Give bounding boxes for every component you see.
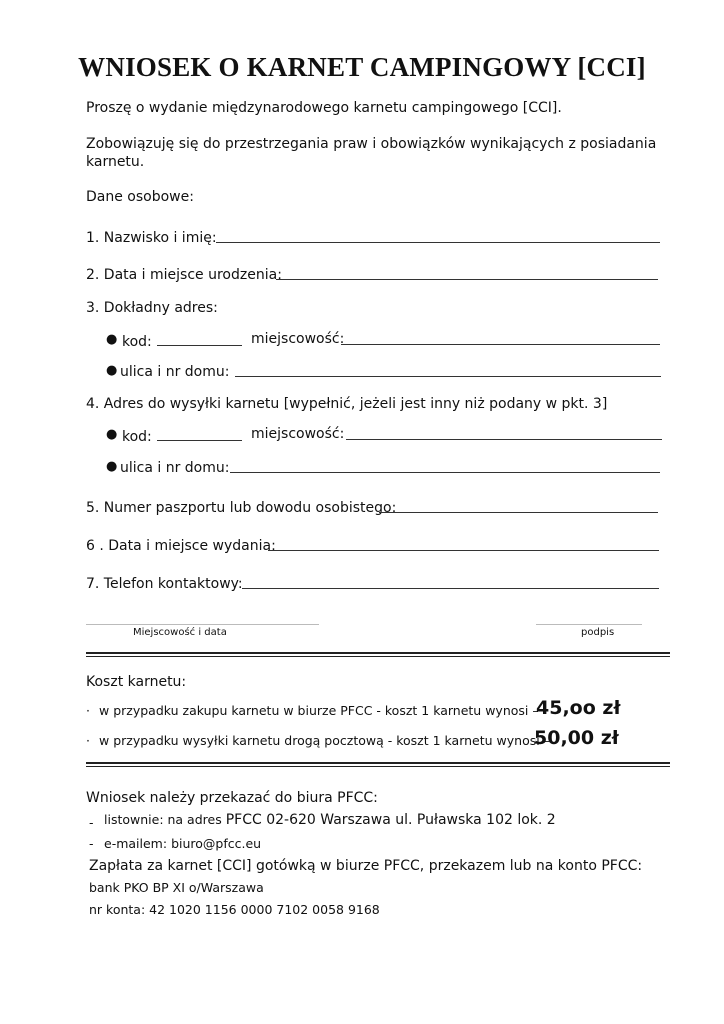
payment-text: Zapłata za karnet [CCI] gotówką w biurze PFCC, przekazem lub na konto PFCC: [89,858,643,874]
passport-input-line[interactable] [379,512,658,513]
phone-label: 7. Telefon kontaktowy: [86,576,243,592]
office-price: 45,oo zł [536,697,621,719]
address-label: 3. Dokładny adres: [86,300,218,316]
post-cost-text: w przypadku wysyłki karnetu drogą pocztową - koszt 1 karnetu wynosi – [99,733,550,748]
commitment-line-2: karnetu. [86,154,145,170]
form-title: WNIOSEK O KARNET CAMPINGOWY [CCI] [78,52,646,82]
dash-icon: - [89,836,94,851]
letter-prefix: listownie: na adres [104,812,222,827]
name-label: 1. Nazwisko i imię: [86,230,217,246]
issue-label: 6 . Data i miejsce wydania: [86,538,276,554]
bank-name: bank PKO BP XI o/Warszawa [89,880,264,895]
bullet-icon: ● [106,332,118,347]
signature-caption: podpis [581,627,615,638]
issue-input-line[interactable] [268,550,659,551]
letter-address: PFCC 02-620 Warszawa ul. Puławska 102 lok. 2 [225,812,556,828]
post-price: 50,00 zł [534,727,619,749]
mail-street-input-line[interactable] [230,472,660,473]
bullet-icon: ● [106,427,118,442]
email-link[interactable]: biuro@pfcc.eu [171,836,262,851]
personal-data-header: Dane osobowe: [86,189,194,205]
passport-label: 5. Numer paszportu lub dowodu osobistego: [86,500,397,516]
bullet-icon: · [86,733,90,748]
dash-icon: - [89,815,94,830]
mail-code-label: kod: [122,429,152,445]
mail-city-label: miejscowość: [251,426,345,442]
birth-input-line[interactable] [276,279,658,280]
cost-header: Koszt karnetu: [86,674,187,690]
mail-city-input-line[interactable] [346,439,662,440]
letter-row [104,812,556,828]
email-row [104,836,261,851]
name-input-line[interactable] [216,242,660,243]
office-cost-text: w przypadku zakupu karnetu w biurze PFCC - koszt 1 karnetu wynosi – [99,703,539,718]
addr-city-input-line[interactable] [341,344,660,345]
addr-code-label: kod: [122,334,152,350]
bullet-icon: · [86,703,90,718]
submit-header: Wniosek należy przekazać do biura PFCC: [86,790,378,806]
commitment-line-1: Zobowiązuję się do przestrzegania praw i obowiązków wynikających z posiadania [86,136,657,152]
place-date-caption: Miejscowość i data [133,627,227,638]
birth-label: 2. Data i miejsce urodzenia: [86,267,282,283]
mail-address-label: 4. Adres do wysyłki karnetu [wypełnić, jeżeli jest inny niż podany w pkt. 3] [86,396,608,412]
bullet-icon: ● [106,363,118,378]
mail-code-input-line[interactable] [157,440,242,441]
divider [86,762,670,767]
addr-street-label: ulica i nr domu: [120,364,230,380]
addr-city-label: miejscowość: [251,331,345,347]
mail-street-label: ulica i nr domu: [120,460,230,476]
bullet-icon: ● [106,459,118,474]
place-date-line[interactable] [86,624,319,625]
request-text: Proszę o wydanie międzynarodowego karnetu campingowego [CCI]. [86,100,562,116]
addr-code-input-line[interactable] [157,345,242,346]
email-label: e-mailem: [104,836,168,851]
divider [86,652,670,657]
signature-line[interactable] [536,624,642,625]
addr-street-input-line[interactable] [235,376,661,377]
account-number: nr konta: 42 1020 1156 0000 7102 0058 9168 [89,902,380,917]
phone-input-line[interactable] [242,588,659,589]
